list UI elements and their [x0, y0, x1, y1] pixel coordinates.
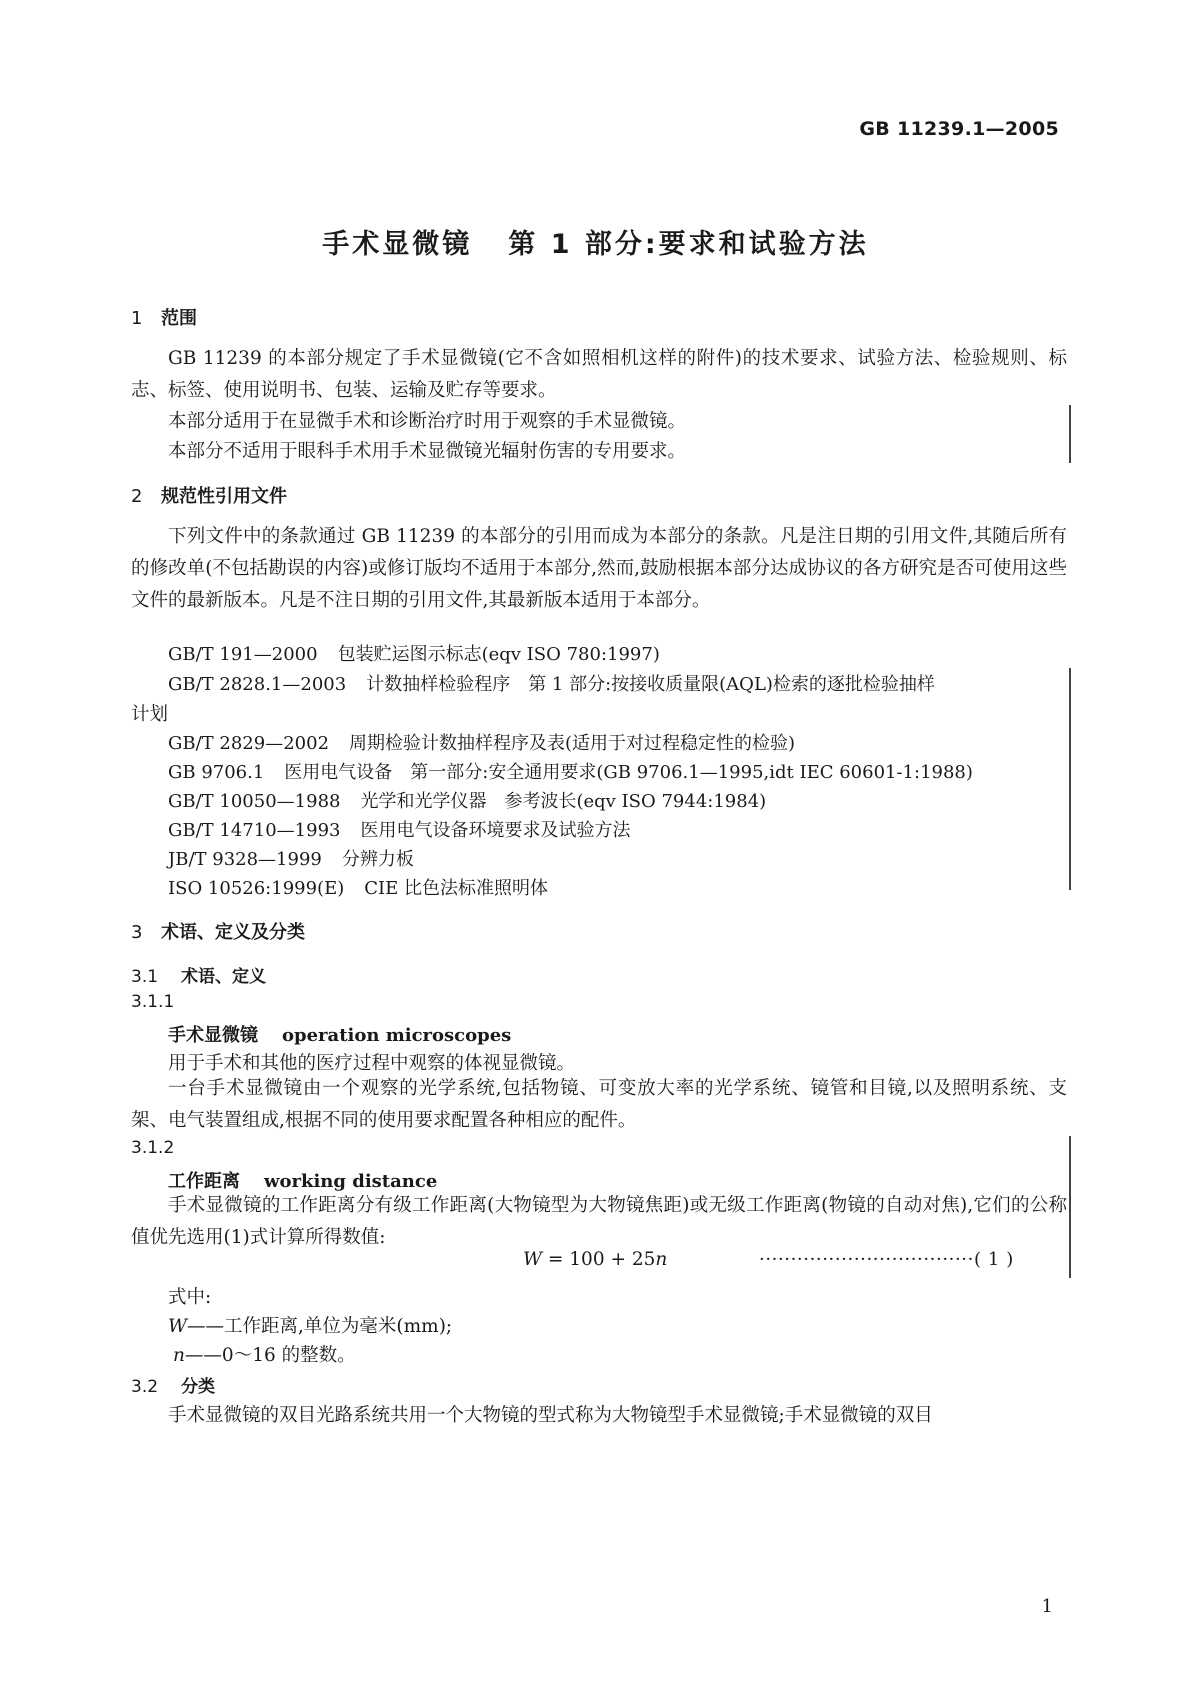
reference-code: GB/T 191—2000 — [168, 644, 318, 665]
reference-item — [168, 787, 766, 813]
section-3-1-1-number: 3.1.1 — [131, 992, 175, 1012]
reference-code: GB/T 2828.1—2003 — [168, 674, 347, 695]
page-number: 1 — [1041, 1596, 1053, 1617]
reference-title: 包装贮运图示标志(eqv ISO 780:1997) — [337, 644, 660, 665]
reference-item — [168, 729, 795, 755]
term-english: working distance — [264, 1171, 438, 1192]
section-3-number: 3 — [131, 922, 143, 943]
reference-code: GB/T 10050—1988 — [168, 791, 341, 812]
reference-continuation: 计划 — [131, 704, 169, 725]
reference-item — [168, 758, 973, 784]
section-1-number: 1 — [131, 308, 143, 329]
section-1-title: 范围 — [161, 308, 197, 329]
reference-title: 医用电气设备 第一部分:安全通用要求(GB 9706.1—1995,idt IEC 60601-1:1988) — [284, 762, 973, 783]
formula-rhs: = 100 + 25 — [542, 1249, 656, 1270]
section-3-2-number: 3.2 — [131, 1377, 159, 1397]
where-label: 式中: — [168, 1287, 212, 1308]
reference-code: JB/T 9328—1999 — [168, 849, 322, 870]
section-3-heading — [131, 918, 305, 944]
variable-definition — [168, 1312, 452, 1338]
reference-code: GB 9706.1 — [168, 762, 265, 783]
term-definition: 手术显微镜的工作距离分有级工作距离(大物镜型为大物镜焦距)或无级工作距离(物镜的自动对焦),它们的公称值优先选用(1)式计算所得数值: — [131, 1195, 1067, 1248]
title-part1: 手术显微镜 — [322, 229, 473, 260]
formula-lhs: W — [523, 1249, 543, 1270]
section-2-number: 2 — [131, 486, 143, 507]
section-2-paragraph-1: 下列文件中的条款通过 GB 11239 的本部分的引用而成为本部分的条款。凡是注日期的引用文件,其随后所有的修改单(不包括勘误的内容)或修订版均不适用于本部分,然而,鼓励根据本部分达成协议的各方研究是否可使用这些文件的最新版本。凡是不注日期的引用文件,其最新版本适用于本部分。 — [131, 526, 1067, 611]
reference-item — [168, 845, 414, 871]
revision-margin-bar — [1069, 1136, 1071, 1278]
reference-title: 光学和光学仪器 参考波长(eqv ISO 7944:1984) — [360, 791, 767, 812]
section-3-title: 术语、定义及分类 — [161, 922, 305, 943]
formula-label: ( 1 ) — [973, 1249, 1014, 1270]
term-chinese: 工作距离 — [168, 1171, 240, 1192]
reference-item — [168, 670, 935, 696]
reference-item — [168, 874, 548, 900]
revision-margin-bar — [1069, 405, 1071, 463]
section-2-title: 规范性引用文件 — [161, 486, 287, 507]
reference-title: 周期检验计数抽样程序及表(适用于对过程稳定性的检验) — [349, 733, 796, 754]
term-english: operation microscopes — [282, 1025, 512, 1046]
section-3-1-heading — [131, 962, 266, 987]
section-2-heading — [131, 482, 287, 508]
title-part2: 第 1 部分:要求和试验方法 — [508, 229, 869, 260]
reference-title: 计数抽样检验程序 第 1 部分:按接收质量限(AQL)检索的逐批检验抽样 — [366, 674, 935, 695]
standard-code: GB 11239.1—2005 — [859, 118, 1059, 140]
section-3-2-paragraph: 手术显微镜的双目光路系统共用一个大物镜的型式称为大物镜型手术显微镜;手术显微镜的双目 — [168, 1405, 933, 1426]
formula-number — [759, 1249, 1014, 1270]
variable-meaning: ——工作距离,单位为毫米(mm); — [187, 1316, 453, 1337]
reference-code: ISO 10526:1999(E) — [168, 878, 345, 899]
reference-title: CIE 比色法标准照明体 — [364, 878, 548, 899]
section-3-2-title: 分类 — [181, 1377, 215, 1397]
variable-meaning: ——0～16 的整数。 — [184, 1345, 356, 1366]
section-3-1-title: 术语、定义 — [181, 967, 266, 987]
section-3-1-number: 3.1 — [131, 967, 159, 987]
reference-title: 分辨力板 — [341, 849, 414, 870]
reference-code: GB/T 2829—2002 — [168, 733, 330, 754]
section-3-2-heading — [131, 1372, 215, 1397]
section-1-paragraph-3: 本部分不适用于眼科手术用手术显微镜光辐射伤害的专用要求。 — [168, 441, 687, 462]
term-entry — [168, 1021, 511, 1047]
section-1-paragraph-1: GB 11239 的本部分规定了手术显微镜(它不含如照相机这样的附件)的技术要求、试验方法、检验规则、标志、标签、使用说明书、包装、运输及贮存等要求。 — [131, 348, 1067, 401]
variable-symbol: n — [173, 1345, 185, 1366]
reference-item — [168, 640, 660, 666]
reference-item — [168, 816, 630, 842]
reference-code: GB/T 14710—1993 — [168, 820, 341, 841]
section-3-1-2-number: 3.1.2 — [131, 1138, 175, 1158]
revision-margin-bar — [1069, 668, 1071, 890]
formula-dots: ·································· — [759, 1249, 974, 1270]
reference-title: 医用电气设备环境要求及试验方法 — [360, 820, 631, 841]
variable-definition — [173, 1341, 356, 1367]
term-definition: 用于手术和其他的医疗过程中观察的体视显微镜。 — [168, 1053, 576, 1074]
formula-variable: n — [655, 1249, 668, 1270]
formula-1 — [523, 1249, 667, 1270]
term-note: 一台手术显微镜由一个观察的光学系统,包括物镜、可变放大率的光学系统、镜管和目镜,以及照明系统、支架、电气装置组成,根据不同的使用要求配置各种相应的配件。 — [131, 1078, 1067, 1131]
page-title — [0, 222, 1191, 261]
variable-symbol: W — [168, 1316, 188, 1337]
term-chinese: 手术显微镜 — [168, 1025, 258, 1046]
section-1-heading — [131, 304, 197, 330]
section-1-paragraph-2: 本部分适用于在显微手术和诊断治疗时用于观察的手术显微镜。 — [168, 411, 687, 432]
